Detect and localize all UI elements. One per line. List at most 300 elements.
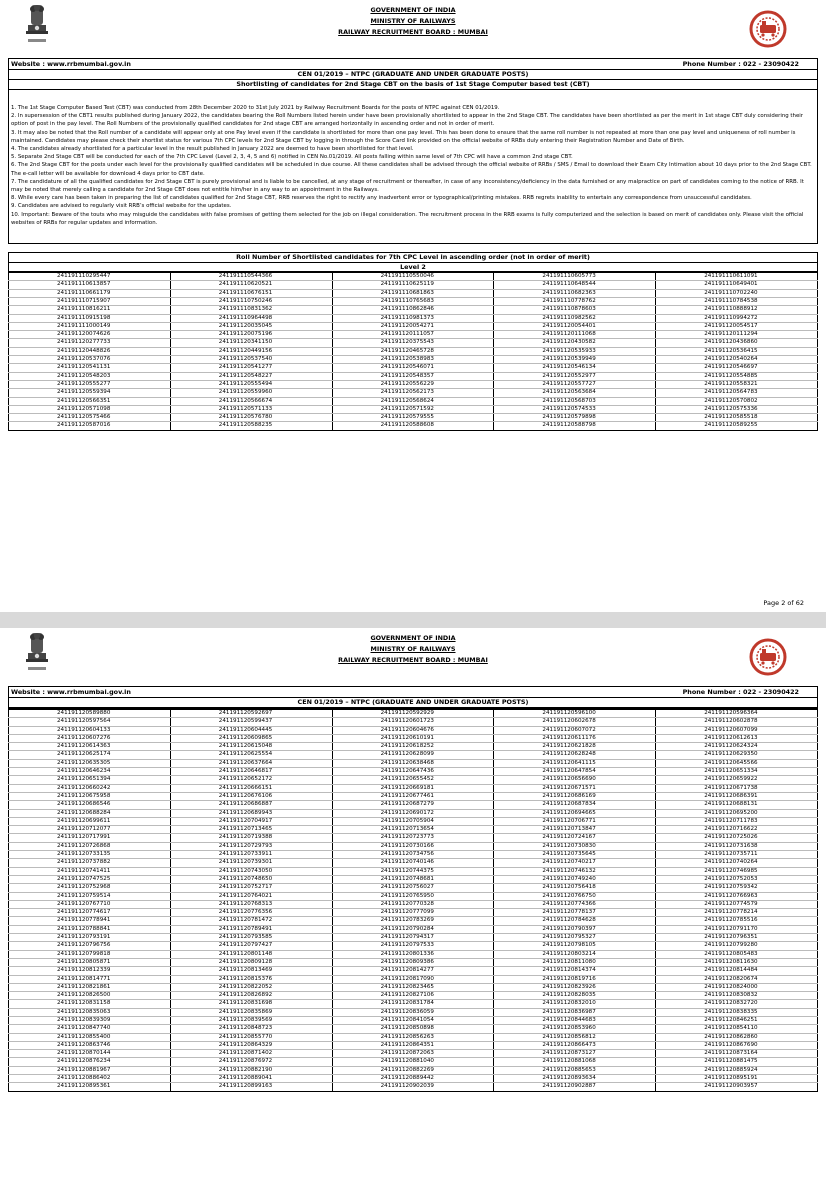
roll-number-cell: 241191120841054: [332, 1016, 494, 1024]
roll-number-cell: 241191120704917: [170, 817, 332, 825]
roll-number-cell: 241191120902039: [332, 1083, 494, 1091]
roll-number-cell: 241191120716622: [656, 826, 818, 834]
table-row: [9, 397, 818, 405]
roll-number-cell: 241191110994272: [656, 314, 818, 322]
roll-number-cell: 241191120559960: [170, 389, 332, 397]
roll-number-cell: 241191120778214: [656, 909, 818, 917]
roll-number-cell: 241191120646817: [170, 768, 332, 776]
roll-number-cell: 241191120579555: [332, 414, 494, 422]
page-header: [8, 0, 818, 58]
table-row: [9, 859, 818, 867]
table-row: [9, 909, 818, 917]
table-row: [9, 314, 818, 322]
roll-number-cell: 241191120863746: [9, 1041, 171, 1049]
roll-number-cell: 241191120774579: [656, 900, 818, 908]
roll-number-cell: 241191120592929: [332, 710, 494, 718]
roll-number-cell: 241191120740264: [656, 859, 818, 867]
table-row: [9, 792, 818, 800]
table-row: [9, 958, 818, 966]
roll-number-cell: 241191110888912: [656, 306, 818, 314]
roll-number-cell: 241191120801148: [170, 950, 332, 958]
roll-number-cell: 241191120797427: [170, 942, 332, 950]
note-item: 2. In supersession of the CBT1 results published during January 2022, the candidates bearing the Roll Numbers listed herein under have been provisionally shortlisted to appear in the 2nd Stage CBT. The candidates have been shortlisted as per the merit in 1st stage CBT duly considering their option of post in the pay level. The Roll Numbers of the provisionally qualified candidates for 2nd stage CBT are arranged horizontally in ascending order and not in order of merit.: [11, 113, 803, 128]
roll-number-cell: 241191110550046: [332, 273, 494, 281]
table-row: [9, 1058, 818, 1066]
roll-number-cell: 241191120607072: [494, 726, 656, 734]
roll-number-cell: 241191120826892: [170, 992, 332, 1000]
roll-number-cell: 241191120889041: [170, 1075, 332, 1083]
roll-number-cell: 241191120546697: [656, 364, 818, 372]
roll-number-cell: 241191120688284: [9, 809, 171, 817]
table-row: [9, 817, 818, 825]
roll-number-cell: 241191120054271: [332, 322, 494, 330]
roll-number-cell: 241191110878603: [494, 306, 656, 314]
roll-number-cell: 241191120713465: [170, 826, 332, 834]
roll-number-cell: 241191120686169: [494, 792, 656, 800]
phone-text: Phone Number : 022 - 23090422: [682, 60, 799, 68]
roll-number-cell: 241191120711783: [656, 817, 818, 825]
note-item: 3. It may also be noted that the Roll number of a candidate will appear only at one Pay level even if the candidate is shortlisted for more than one pay level. This has been done to ensure that the same roll number is not repeated at more than one pay level and uniqueness of roll number is maintained. Candidates may please check their shortlist status for various 7th CPC levels for 2nd Stage CBT by logging in through the Score Card link provided on the official website of RRBs duly entering their Registration Number and Date of Birth.: [11, 129, 796, 144]
roll-number-cell: 241191120602678: [494, 718, 656, 726]
roll-number-cell: 241191120610191: [332, 734, 494, 742]
roll-number-cell: 241191120752968: [9, 884, 171, 892]
roll-number-cell: 241191120689943: [170, 809, 332, 817]
roll-number-cell: 241191120839569: [170, 1016, 332, 1024]
roll-number-cell: 241191120611176: [494, 734, 656, 742]
roll-list-title: Roll Number of Shortlisted candidates for 7th CPC Level in ascending order (not in order of merit): [8, 252, 818, 263]
roll-number-cell: 241191120838335: [656, 1008, 818, 1016]
roll-number-cell: 241191120054517: [656, 322, 818, 330]
roll-number-cell: 241191120541277: [170, 364, 332, 372]
table-row: [9, 983, 818, 991]
roll-number-cell: 241191120798105: [494, 942, 656, 950]
roll-number-cell: 241191120588798: [494, 422, 656, 430]
table-row: [9, 975, 818, 983]
roll-number-cell: 241191120602878: [656, 718, 818, 726]
roll-number-cell: 241191120748681: [332, 875, 494, 883]
table-row: [9, 273, 818, 281]
table-row: [9, 1050, 818, 1058]
roll-number-cell: 241191120886402: [9, 1075, 171, 1083]
roll-number-cell: 241191120766750: [494, 892, 656, 900]
roll-number-cell: 241191120790284: [332, 925, 494, 933]
roll-number-cell: 241191110784538: [656, 297, 818, 305]
roll-number-cell: 241191120809386: [332, 958, 494, 966]
roll-number-cell: 241191120756027: [332, 884, 494, 892]
roll-number-cell: 241191120747525: [9, 875, 171, 883]
roll-number-cell: 241191120815376: [170, 975, 332, 983]
roll-number-cell: 241191120604676: [332, 726, 494, 734]
roll-number-cell: 241191120903957: [656, 1083, 818, 1091]
roll-number-cell: 241191120740217: [494, 859, 656, 867]
roll-number-cell: 241191120555277: [9, 380, 171, 388]
roll-number-cell: 241191110649401: [656, 281, 818, 289]
roll-number-cell: 241191120730166: [332, 842, 494, 850]
roll-number-cell: 241191120895191: [656, 1075, 818, 1083]
roll-number-cell: 241191120820674: [656, 975, 818, 983]
note-item: 4. The candidates already shortlisted for a particular level in the result published in January 2022 are deemed to have been shortlisted for that level.: [11, 146, 414, 153]
roll-number-cell: 241191120770328: [332, 900, 494, 908]
roll-number-cell: 241191120635305: [9, 759, 171, 767]
table-row: [9, 826, 818, 834]
table-row: [9, 710, 818, 718]
table-row: [9, 322, 818, 330]
table-row: [9, 414, 818, 422]
header-rrb: RAILWAY RECRUITMENT BOARD : MUMBAI: [338, 656, 488, 664]
roll-number-cell: 241191120796756: [9, 942, 171, 950]
roll-number-cell: 241191120677461: [332, 792, 494, 800]
roll-number-cell: 241191120688131: [656, 801, 818, 809]
roll-number-cell: 241191120621828: [494, 743, 656, 751]
roll-number-cell: 241191120814374: [494, 967, 656, 975]
roll-number-cell: 241191120748650: [170, 875, 332, 883]
roll-number-cell: 241191120596364: [656, 710, 818, 718]
roll-number-cell: 241191110682363: [494, 289, 656, 297]
roll-number-cell: 241191120784628: [494, 917, 656, 925]
roll-number-cell: 241191120790397: [494, 925, 656, 933]
roll-number-cell: 241191120830832: [656, 992, 818, 1000]
roll-number-cell: 241191120885653: [494, 1066, 656, 1074]
roll-number-cell: 241191120589880: [9, 710, 171, 718]
roll-number-cell: 241191120705904: [332, 817, 494, 825]
roll-number-cell: 241191120548203: [9, 372, 171, 380]
roll-number-cell: 241191120641115: [494, 759, 656, 767]
roll-number-cell: 241191120465728: [332, 347, 494, 355]
roll-number-cell: 241191110648544: [494, 281, 656, 289]
roll-number-cell: 241191120899163: [170, 1083, 332, 1091]
table-row: [9, 1000, 818, 1008]
table-row: [9, 934, 818, 942]
roll-number-cell: 241191120629350: [656, 751, 818, 759]
page-number: Page 2 of 62: [763, 599, 804, 607]
roll-number-cell: 241191120811080: [494, 958, 656, 966]
roll-number-cell: 241191120730830: [494, 842, 656, 850]
table-row: [9, 1025, 818, 1033]
document-page-2: [0, 628, 826, 1200]
roll-number-cell: 241191120889442: [332, 1075, 494, 1083]
table-row: [9, 834, 818, 842]
table-row: [9, 718, 818, 726]
header-ministry: MINISTRY OF RAILWAYS: [370, 17, 456, 25]
note-item: 6. The 2nd Stage CBT for the posts under each level for the provisionally qualified candidates will be scheduled in due course. All these candidates shall be advised through the official website of RRBs / SMS / Email to download their Exam City Intimation about 10 days prior to the 2nd Stage CBT. The e-call letter will be available for download 4 days prior to CBT date.: [11, 162, 812, 177]
roll-number-cell: 241191120812339: [9, 967, 171, 975]
roll-number-cell: 241191120277733: [9, 339, 171, 347]
roll-number-cell: 241191120774366: [494, 900, 656, 908]
roll-number-table-page-1: [8, 272, 818, 431]
roll-number-cell: 241191120729793: [170, 842, 332, 850]
roll-number-cell: 241191120624324: [656, 743, 818, 751]
roll-number-cell: 241191120823926: [494, 983, 656, 991]
roll-number-cell: 241191120881040: [332, 1058, 494, 1066]
roll-number-cell: 241191120558321: [656, 380, 818, 388]
roll-number-cell: 241191120813469: [170, 967, 332, 975]
note-item: 5. Separate 2nd Stage CBT will be conducted for each of the 7th CPC Level (Level 2, 3, 4, 5 and 6) notified in CEN No.01/2019. All posts falling within same level of 7th CPC will have a common 2nd stage CBT.: [11, 154, 573, 161]
table-row: [9, 759, 818, 767]
note-item: 8. While every care has been taken in preparing the list of candidates qualified for 2nd Stage CBT, RRB reserves the right to rectify any inadvertent error or typographical/printing mistakes. RRB regrets inability to entertain any correspondence from unsuccessful candidates.: [11, 195, 752, 202]
roll-number-cell: 241191120796351: [656, 934, 818, 942]
roll-number-cell: 241191120559394: [9, 389, 171, 397]
roll-number-cell: 241191120671738: [656, 784, 818, 792]
roll-number-cell: 241191120766963: [656, 892, 818, 900]
contact-bar: [8, 686, 818, 698]
roll-number-cell: 241191110544366: [170, 273, 332, 281]
roll-number-cell: 241191120822052: [170, 983, 332, 991]
roll-number-cell: 241191120756418: [494, 884, 656, 892]
roll-number-cell: 241191120741411: [9, 867, 171, 875]
roll-number-cell: 241191110778762: [494, 297, 656, 305]
roll-number-cell: 241191120687279: [332, 801, 494, 809]
table-row: [9, 900, 818, 908]
roll-number-cell: 241191120737882: [9, 859, 171, 867]
roll-number-cell: 241191120576780: [170, 414, 332, 422]
roll-number-cell: 241191120768313: [170, 900, 332, 908]
roll-number-cell: 241191120831698: [170, 1000, 332, 1008]
table-row: [9, 364, 818, 372]
roll-number-cell: 241191120848723: [170, 1025, 332, 1033]
roll-number-cell: 241191120638468: [332, 759, 494, 767]
roll-number-cell: 241191110715907: [9, 297, 171, 305]
roll-number-cell: 241191120853960: [494, 1025, 656, 1033]
table-row: [9, 743, 818, 751]
table-row: [9, 768, 818, 776]
roll-number-cell: 241191120791170: [656, 925, 818, 933]
roll-number-cell: 241191120579898: [494, 414, 656, 422]
roll-number-cell: 241191110765683: [332, 297, 494, 305]
table-row: [9, 967, 818, 975]
table-row: [9, 1016, 818, 1024]
roll-number-cell: 241191120805871: [9, 958, 171, 966]
roll-number-cell: 241191120575336: [656, 405, 818, 413]
roll-number-cell: 241191120719388: [170, 834, 332, 842]
roll-number-cell: 241191120536415: [656, 347, 818, 355]
roll-number-cell: 241191120651394: [9, 776, 171, 784]
roll-number-cell: 241191120881475: [656, 1058, 818, 1066]
roll-number-cell: 241191120604133: [9, 726, 171, 734]
roll-number-cell: 241191120687834: [494, 801, 656, 809]
roll-number-cell: 241191120778137: [494, 909, 656, 917]
cen-title: CEN 01/2019 – NTPC (GRADUATE AND UNDER GRADUATE POSTS): [9, 70, 817, 80]
roll-number-cell: 241191120746132: [494, 867, 656, 875]
notice-title-box: [8, 70, 818, 90]
roll-number-cell: 241191120035045: [170, 322, 332, 330]
roll-number-cell: 241191120749240: [494, 875, 656, 883]
table-row: [9, 1033, 818, 1041]
roll-number-cell: 241191120739301: [170, 859, 332, 867]
roll-number-cell: 241191110750246: [170, 297, 332, 305]
roll-number-cell: 241191120788841: [9, 925, 171, 933]
roll-number-cell: 241191120795327: [494, 934, 656, 942]
table-row: [9, 331, 818, 339]
roll-number-cell: 241191120548357: [332, 372, 494, 380]
roll-number-cell: 241191120801336: [332, 950, 494, 958]
table-row: [9, 925, 818, 933]
roll-number-cell: 241191120686546: [9, 801, 171, 809]
roll-number-cell: 241191120733135: [9, 851, 171, 859]
roll-number-cell: 241191120541131: [9, 364, 171, 372]
roll-number-cell: 241191120074626: [9, 331, 171, 339]
indian-railways-logo-icon: [748, 638, 788, 676]
roll-number-cell: 241191120694665: [494, 809, 656, 817]
roll-number-cell: 241191120785516: [656, 917, 818, 925]
header-government: GOVERNMENT OF INDIA: [370, 634, 456, 642]
table-row: [9, 380, 818, 388]
roll-number-cell: 241191120783269: [332, 917, 494, 925]
roll-number-cell: 241191120839309: [9, 1016, 171, 1024]
table-row: [9, 801, 818, 809]
indian-railways-logo-icon: [748, 10, 788, 48]
roll-number-cell: 241191120568703: [494, 397, 656, 405]
roll-number-cell: 241191120774617: [9, 909, 171, 917]
table-row: [9, 942, 818, 950]
roll-number-cell: 241191120646234: [9, 768, 171, 776]
roll-number-cell: 241191120819716: [494, 975, 656, 983]
table-row: [9, 809, 818, 817]
roll-number-cell: 241191120449156: [170, 347, 332, 355]
roll-number-cell: 241191120537076: [9, 356, 171, 364]
roll-number-cell: 241191120604445: [170, 726, 332, 734]
roll-number-cell: 241191120430582: [494, 339, 656, 347]
roll-number-cell: 241191110295447: [9, 273, 171, 281]
roll-number-cell: 241191120831158: [9, 1000, 171, 1008]
table-row: [9, 405, 818, 413]
roll-number-cell: 241191111000149: [9, 322, 171, 330]
roll-number-cell: 241191120797533: [332, 942, 494, 950]
roll-number-cell: 241191120566351: [9, 397, 171, 405]
table-row: [9, 347, 818, 355]
roll-number-cell: 241191120895361: [9, 1083, 171, 1091]
roll-number-cell: 241191120607276: [9, 734, 171, 742]
roll-number-cell: 241191110625119: [332, 281, 494, 289]
roll-number-cell: 241191120764021: [170, 892, 332, 900]
page-separator: [0, 612, 826, 628]
table-row: [9, 867, 818, 875]
roll-number-cell: 241191120587016: [9, 422, 171, 430]
roll-number-cell: 241191120645566: [656, 759, 818, 767]
roll-number-cell: 241191120556229: [332, 380, 494, 388]
roll-number-cell: 241191120571098: [9, 405, 171, 413]
roll-number-cell: 241191120826500: [9, 992, 171, 1000]
roll-number-cell: 241191120592697: [170, 710, 332, 718]
roll-number-cell: 241191120746985: [656, 867, 818, 875]
roll-number-cell: 241191120562173: [332, 389, 494, 397]
roll-number-cell: 241191110964498: [170, 314, 332, 322]
table-row: [9, 281, 818, 289]
note-item: 7. The candidature of all the qualified candidates for 2nd Stage CBT is purely provisional and is liable to be cancelled, at any stage of recruitment or thereafter, in case of any inconsistency/deficiency in the data furnished or any malpractice on part of candidates coming to the notice of RRB. It may be noted that merely calling a candidate for 2nd Stage CBT does not entitle him/her in any way to an appointment in the Railways.: [11, 178, 804, 194]
roll-number-cell: 241191120752717: [170, 884, 332, 892]
roll-number-cell: 241191120539949: [494, 356, 656, 364]
roll-number-cell: 241191120814771: [9, 975, 171, 983]
phone-text: Phone Number : 022 - 23090422: [682, 688, 799, 696]
roll-number-cell: 241191120690172: [332, 809, 494, 817]
roll-number-cell: 241191120740146: [332, 859, 494, 867]
roll-number-cell: 241191120589255: [656, 422, 818, 430]
note-item: 10. Important: Beware of the touts who may misguide the candidates with false promises of getting them selected for the job on illegal consideration. The recruitment process in the RRB exams is fully computerized and the selection is based on merit of candidates only. Please visit the official websites of RRBs for regular updates and information.: [11, 211, 804, 226]
roll-number-cell: 241191120744375: [332, 867, 494, 875]
roll-number-cell: 241191110862846: [332, 306, 494, 314]
header-government: GOVERNMENT OF INDIA: [370, 6, 456, 14]
roll-number-cell: 241191120546071: [332, 364, 494, 372]
roll-number-cell: 241191120871402: [170, 1050, 332, 1058]
roll-number-cell: 241191120647436: [332, 768, 494, 776]
header-rrb: RAILWAY RECRUITMENT BOARD : MUMBAI: [338, 28, 488, 36]
roll-number-cell: 241191120873127: [494, 1050, 656, 1058]
roll-number-cell: 241191110816211: [9, 306, 171, 314]
roll-number-cell: 241191120538983: [332, 356, 494, 364]
table-row: [9, 992, 818, 1000]
table-row: [9, 1066, 818, 1074]
roll-number-cell: 241191120799280: [656, 942, 818, 950]
roll-number-cell: 241191120597564: [9, 718, 171, 726]
roll-number-cell: 241191120546134: [494, 364, 656, 372]
roll-number-cell: 241191120628099: [332, 751, 494, 759]
roll-number-cell: 241191120554885: [656, 372, 818, 380]
roll-number-cell: 241191120537540: [170, 356, 332, 364]
roll-number-cell: 241191120555494: [170, 380, 332, 388]
roll-number-cell: 241191120564783: [656, 389, 818, 397]
roll-number-cell: 241191120571592: [332, 405, 494, 413]
roll-number-cell: 241191120876234: [9, 1058, 171, 1066]
table-row: [9, 776, 818, 784]
table-row: [9, 1008, 818, 1016]
roll-number-cell: 241191120659922: [656, 776, 818, 784]
table-row: [9, 289, 818, 297]
roll-number-cell: 241191120712077: [9, 826, 171, 834]
roll-number-cell: 241191120111294: [656, 331, 818, 339]
roll-number-cell: 241191120824000: [656, 983, 818, 991]
website-text: Website : www.rrbmumbai.gov.in: [11, 60, 131, 68]
roll-number-cell: 241191120902887: [494, 1083, 656, 1091]
table-row: [9, 950, 818, 958]
roll-number-cell: 241191120794317: [332, 934, 494, 942]
roll-number-cell: 241191120599437: [170, 718, 332, 726]
roll-number-cell: 241191110605773: [494, 273, 656, 281]
roll-number-cell: 241191120723773: [332, 834, 494, 842]
roll-number-cell: 241191120893634: [494, 1075, 656, 1083]
roll-number-cell: 241191120585518: [656, 414, 818, 422]
page-header: [8, 628, 818, 686]
roll-number-cell: 241191120686887: [170, 801, 332, 809]
roll-number-cell: 241191120725026: [656, 834, 818, 842]
roll-number-cell: 241191120671571: [494, 784, 656, 792]
roll-number-cell: 241191120882190: [170, 1066, 332, 1074]
notice-title-box: [8, 698, 818, 709]
roll-number-cell: 241191120075196: [170, 331, 332, 339]
roll-number-cell: 241191120809128: [170, 958, 332, 966]
roll-number-cell: 241191120660242: [9, 784, 171, 792]
roll-number-cell: 241191120676106: [170, 792, 332, 800]
table-row: [9, 842, 818, 850]
roll-number-cell: 241191120699611: [9, 817, 171, 825]
roll-number-cell: 241191120596100: [494, 710, 656, 718]
roll-number-cell: 241191120743050: [170, 867, 332, 875]
table-row: [9, 339, 818, 347]
roll-number-cell: 241191120803214: [494, 950, 656, 958]
roll-number-cell: 241191120805483: [656, 950, 818, 958]
document-page-1: [0, 0, 826, 598]
roll-number-cell: 241191120855770: [170, 1033, 332, 1041]
roll-number-cell: 241191120726868: [9, 842, 171, 850]
roll-number-cell: 241191110831362: [170, 306, 332, 314]
table-row: [9, 917, 818, 925]
roll-number-cell: 241191120759342: [656, 884, 818, 892]
table-row: [9, 356, 818, 364]
roll-number-cell: 241191120588235: [170, 422, 332, 430]
roll-number-cell: 241191120614363: [9, 743, 171, 751]
roll-number-cell: 241191120759514: [9, 892, 171, 900]
roll-number-cell: 241191120588608: [332, 422, 494, 430]
roll-number-cell: 241191120854110: [656, 1025, 818, 1033]
table-row: [9, 389, 818, 397]
